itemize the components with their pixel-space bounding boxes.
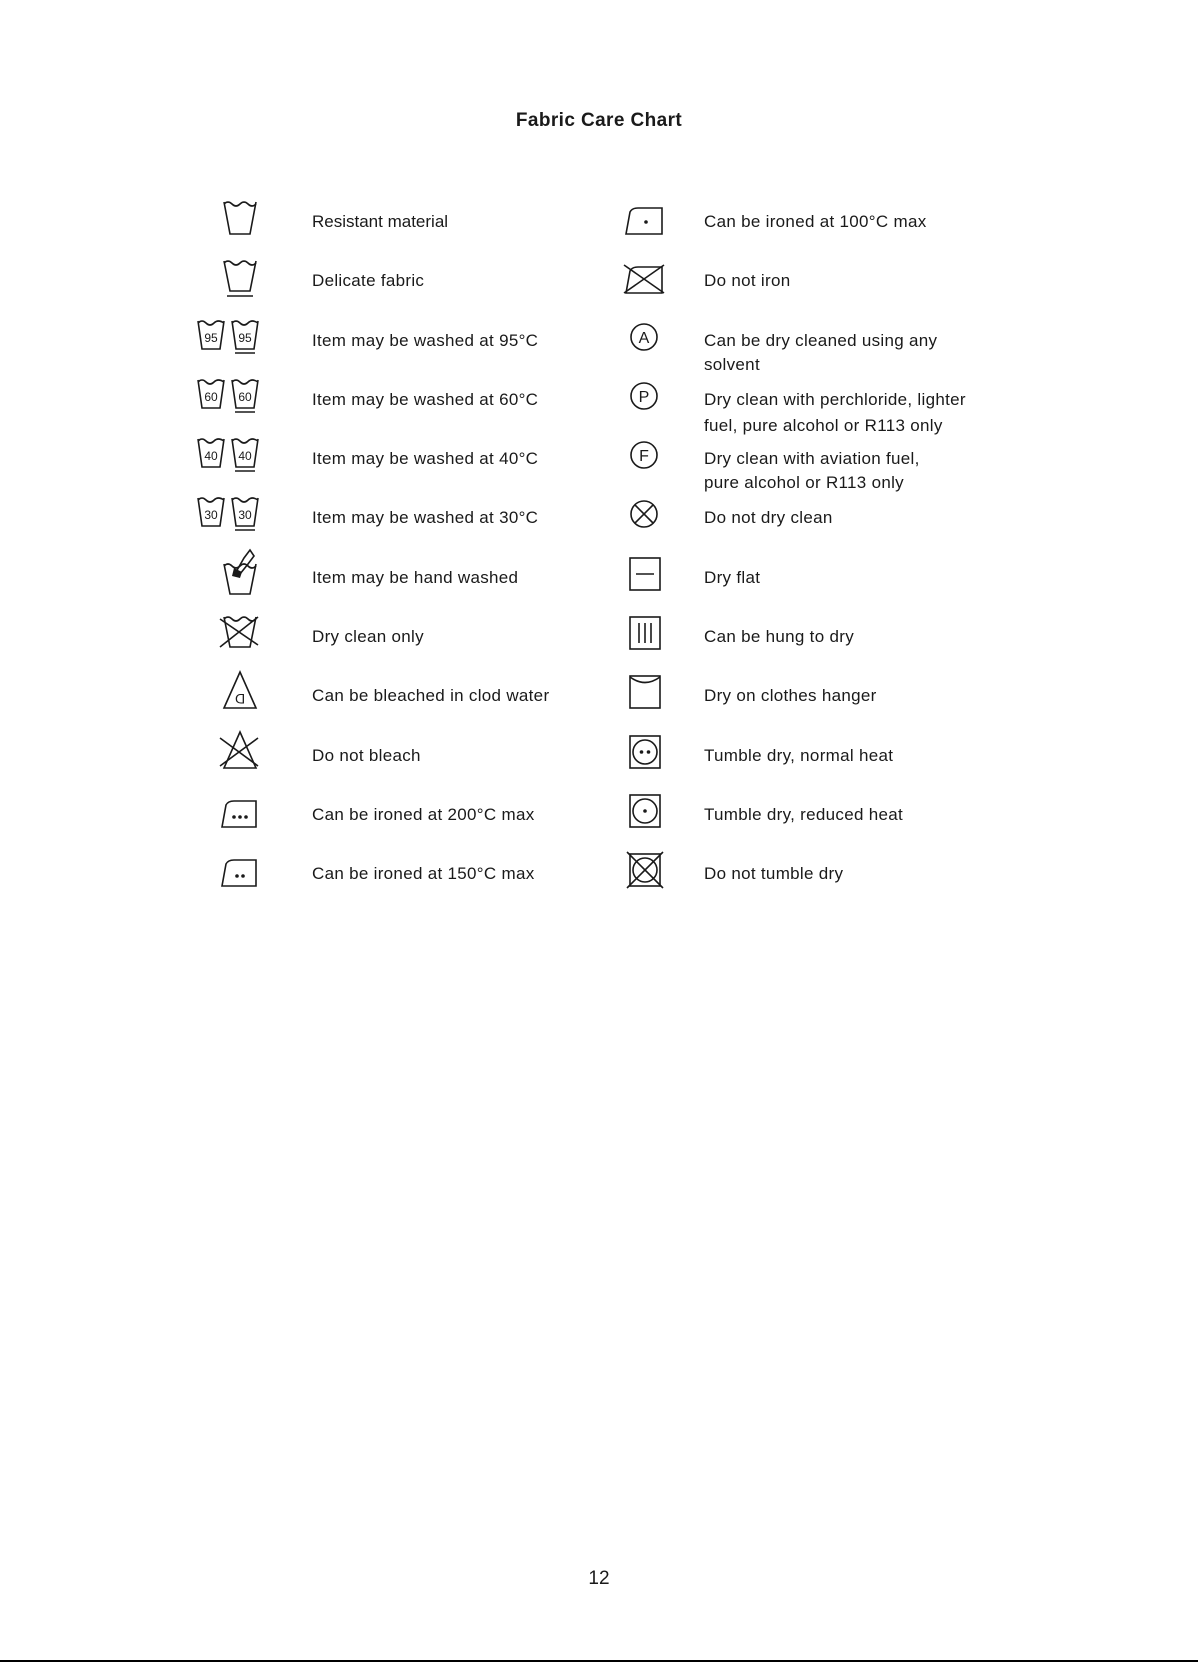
care-label: Delicate fabric <box>312 271 425 291</box>
care-item <box>200 793 620 852</box>
wash-temp: 30 <box>204 508 218 523</box>
care-item <box>200 200 620 259</box>
care-item <box>200 437 620 496</box>
care-label: Dry clean with aviation fuel, <box>704 449 920 469</box>
care-item <box>200 674 620 733</box>
wash-temp: 95 <box>238 330 252 345</box>
care-item <box>200 556 620 615</box>
wash-temp: 60 <box>238 389 252 404</box>
do-not-tumble-dry-icon <box>630 846 710 892</box>
care-item <box>200 734 620 793</box>
care-label: Tumble dry, normal heat <box>704 745 894 765</box>
care-label: Item may be hand washed <box>312 567 519 587</box>
do-not-bleach-icon <box>200 728 280 774</box>
tumble-dry-normal-icon <box>630 728 710 774</box>
care-label: Dry clean only <box>312 627 424 647</box>
care-label: Resistant material <box>312 212 449 231</box>
wash-tub-delicate-icon <box>200 253 280 299</box>
wash-temp: 30 <box>238 508 252 523</box>
do-not-wash-icon <box>200 609 280 655</box>
care-label: Do not bleach <box>312 745 421 765</box>
wash-30-icon <box>200 490 280 536</box>
care-item <box>200 615 620 674</box>
page-number: 12 <box>588 1568 610 1589</box>
care-label: Dry flat <box>704 567 761 587</box>
do-not-dry-clean-icon <box>630 490 710 536</box>
bleach-letter: D <box>234 691 246 708</box>
care-item <box>630 378 1010 437</box>
dry-clean-p-icon <box>630 372 710 418</box>
iron-1-dot-icon <box>630 194 710 240</box>
care-label: Can be ironed at 150°C max <box>312 864 535 884</box>
care-label: Can be hung to dry <box>704 627 854 647</box>
care-item <box>200 496 620 555</box>
care-item <box>630 852 1010 911</box>
hand-wash-icon <box>200 550 280 596</box>
iron-3-dots-icon <box>200 787 280 833</box>
wash-temp: 40 <box>238 449 252 464</box>
care-label: Do not dry clean <box>704 508 833 528</box>
solvent-letter: F <box>639 448 649 466</box>
left-column <box>200 200 620 912</box>
do-not-iron-icon <box>630 253 710 299</box>
care-label: Do not tumble dry <box>704 864 844 884</box>
care-label: Item may be washed at 30°C <box>312 508 539 528</box>
care-item <box>630 674 1010 733</box>
care-label: Item may be washed at 95°C <box>312 330 539 350</box>
wash-temp: 60 <box>204 389 218 404</box>
care-item <box>630 615 1010 674</box>
care-item <box>630 319 1010 378</box>
solvent-letter: P <box>638 388 650 406</box>
dry-clean-f-icon <box>630 431 710 477</box>
care-item <box>630 437 1010 496</box>
dry-flat-icon <box>630 550 710 596</box>
bleach-icon <box>200 668 280 714</box>
care-item <box>630 793 1010 852</box>
wash-95-icon <box>200 313 280 359</box>
page-title: Fabric Care Chart <box>515 110 683 131</box>
care-label: Dry on clothes hanger <box>704 686 877 706</box>
care-label: Can be ironed at 200°C max <box>312 804 535 824</box>
care-label-line2: solvent <box>704 354 760 374</box>
care-item <box>200 259 620 318</box>
bottom-rule <box>0 1660 1198 1662</box>
care-item <box>630 556 1010 615</box>
care-item <box>630 734 1010 793</box>
care-item <box>630 259 1010 318</box>
dry-on-hanger-icon <box>630 668 710 714</box>
care-label: Item may be washed at 40°C <box>312 449 539 469</box>
care-label-line2: pure alcohol or R113 only <box>704 473 904 493</box>
care-item <box>630 200 1010 259</box>
tumble-dry-reduced-icon <box>630 787 710 833</box>
iron-2-dots-icon <box>200 846 280 892</box>
wash-40-icon <box>200 431 280 477</box>
care-label: Tumble dry, reduced heat <box>704 804 904 824</box>
care-item <box>200 378 620 437</box>
wash-tub-icon <box>200 194 280 240</box>
right-column <box>630 200 1010 912</box>
care-label: Dry clean with perchloride, lighter <box>704 389 966 409</box>
care-item <box>200 852 620 911</box>
care-label: Can be dry cleaned using any <box>704 330 938 350</box>
care-label-line2: fuel, pure alcohol or R113 only <box>704 415 943 435</box>
wash-temp: 40 <box>204 449 218 464</box>
wash-60-icon <box>200 372 280 418</box>
care-item <box>630 496 1010 555</box>
wash-temp: 95 <box>204 330 218 345</box>
hang-dry-icon <box>630 609 710 655</box>
care-label: Can be bleached in clod water <box>312 686 550 706</box>
care-label: Do not iron <box>704 271 791 291</box>
care-item <box>200 319 620 378</box>
solvent-letter: A <box>638 329 650 347</box>
dry-clean-a-icon <box>630 313 710 359</box>
care-label: Item may be washed at 60°C <box>312 389 539 409</box>
care-label: Can be ironed at 100°C max <box>704 212 927 231</box>
